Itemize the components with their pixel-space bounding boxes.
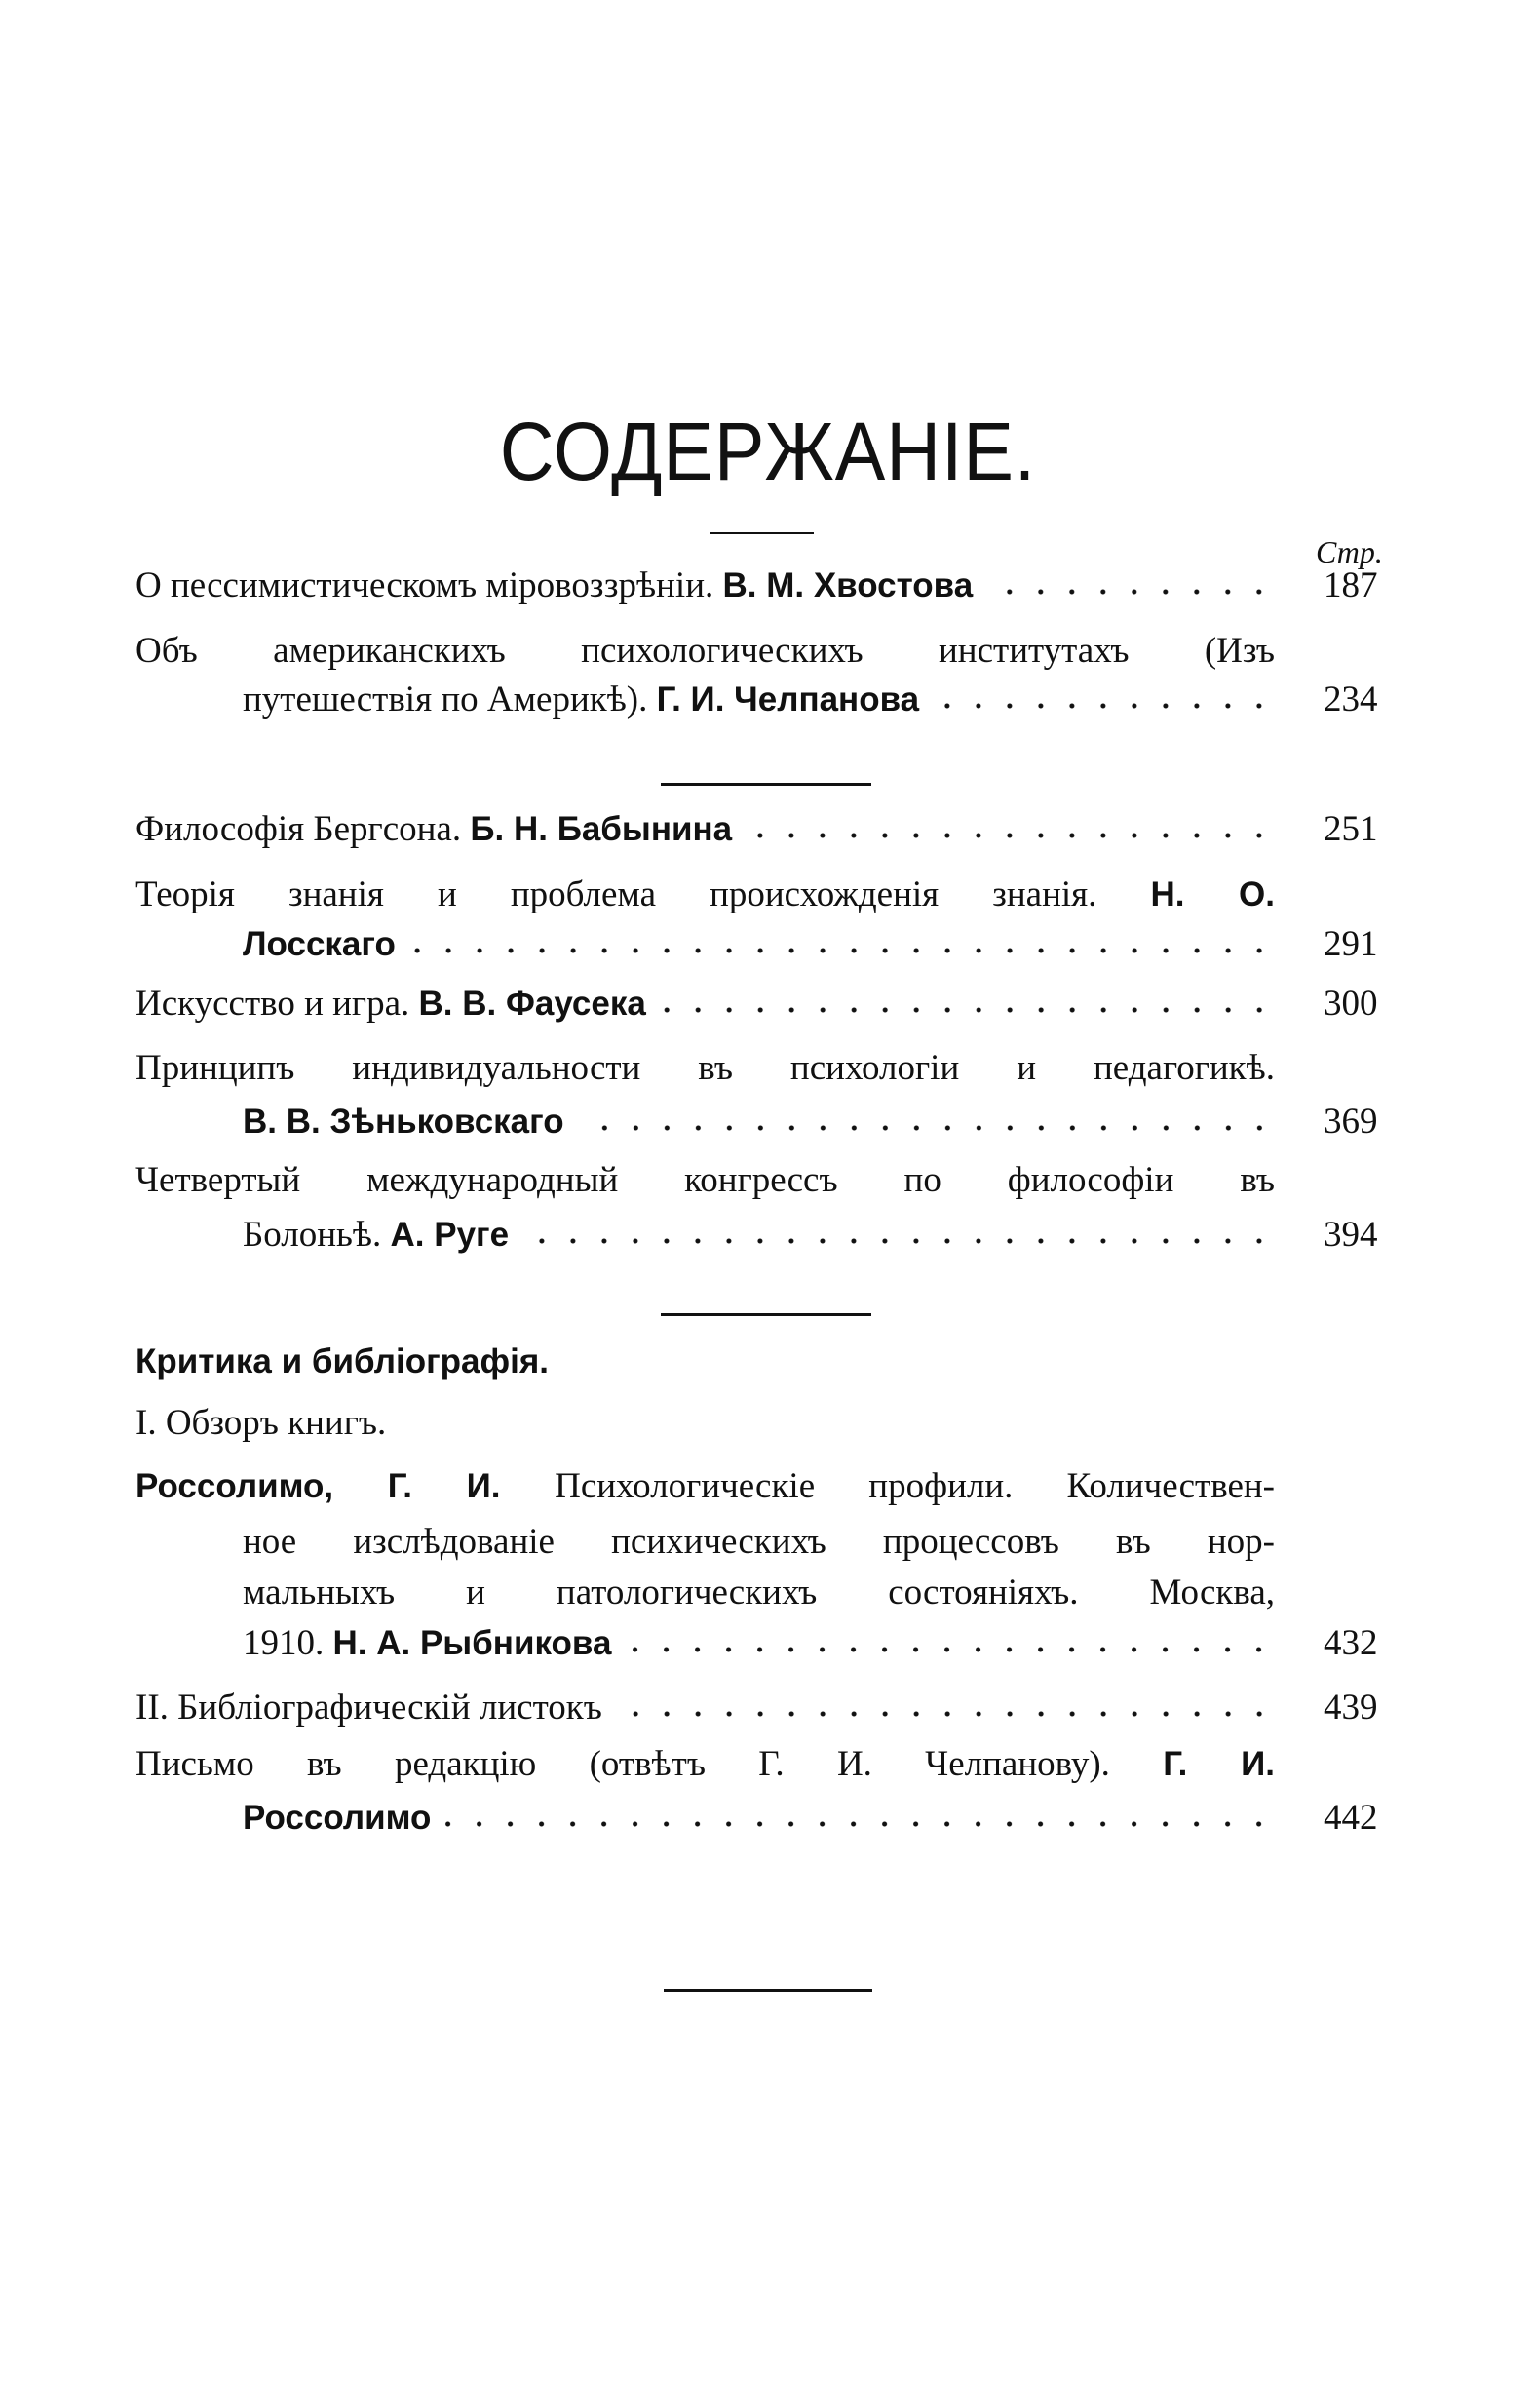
entry-title: Болоньѣ. (243, 1215, 391, 1255)
toc-text-line (135, 1401, 386, 1446)
page-title: СОДЕРЖАНІЕ. (499, 406, 1037, 497)
dot-leader (616, 1709, 1275, 1719)
toc-entry-line (243, 1100, 1275, 1145)
entry-title: Теорія знанія и проблема происхожденія знанія. (135, 874, 1151, 914)
entry-title: Философія Бергсона. (135, 809, 471, 849)
page-number: 291 (1324, 924, 1378, 964)
author-name: В. В. Фаусека (418, 985, 646, 1023)
toc-entry-line (135, 1686, 1275, 1730)
entry-title: путешествія по Америкѣ). (243, 680, 657, 719)
entry-title: ное изслѣдованіе психическихъ процессовъ въ нор- (243, 1522, 1275, 1562)
page-number: 442 (1324, 1798, 1378, 1838)
divider (710, 532, 814, 534)
author-name: Лосскаго (243, 925, 396, 963)
page-column-label: Стр. (1316, 534, 1383, 569)
entry-title: Принципъ индивидуальности въ психологіи и педагогикѣ. (135, 1048, 1275, 1088)
toc-text-line (135, 1742, 1275, 1787)
entry-title: Четвертый международный конгрессъ по философіи въ (135, 1160, 1275, 1200)
entry-title: II. Библіографическій листокъ (135, 1688, 602, 1728)
toc-entry-line (135, 982, 1275, 1027)
toc-entry-line (135, 807, 1275, 852)
toc-text-line (135, 873, 1275, 917)
author-name: Критика и библіографія. (135, 1342, 549, 1380)
author-name: В. В. Зѣньковскаго (243, 1103, 564, 1141)
toc-text-line (135, 1158, 1275, 1203)
dot-leader (522, 1236, 1275, 1246)
author-name: Н. А. Рыбникова (332, 1624, 612, 1662)
entry-title: Объ американскихъ психологическихъ институтахъ (Изъ (135, 631, 1275, 671)
dot-leader (660, 1005, 1275, 1015)
author-name: Н. О. (1150, 875, 1275, 913)
dot-leader (578, 1123, 1275, 1133)
dot-leader (986, 587, 1275, 597)
author-name: А. Руге (390, 1216, 510, 1254)
author-name: В. М. Хвостова (722, 566, 974, 604)
author-name: Б. Н. Бабынина (470, 810, 733, 848)
dot-leader (746, 831, 1275, 840)
divider (661, 1313, 871, 1316)
page-number: 187 (1324, 565, 1378, 605)
entry-title: Психологическіе профили. Количествен- (555, 1466, 1275, 1506)
toc-text-line (243, 1520, 1275, 1565)
entry-title: Письмо въ редакцію (отвѣтъ Г. И. Челпанову). (135, 1744, 1164, 1784)
entry-title: О пессимистическомъ міровоззрѣніи. (135, 565, 723, 605)
toc-text-line (135, 1464, 1275, 1509)
page-number: 300 (1324, 984, 1378, 1024)
page-number: 369 (1324, 1102, 1378, 1142)
toc-entry-line (243, 1796, 1275, 1841)
page-number: 394 (1324, 1215, 1378, 1255)
page-number: 432 (1324, 1623, 1378, 1663)
toc-entry-line (243, 1621, 1275, 1666)
page-number: 234 (1324, 680, 1378, 719)
dot-leader (933, 701, 1275, 711)
toc-entry-line (243, 678, 1275, 722)
toc-text-line (135, 629, 1275, 674)
entry-title: 1910. (243, 1623, 333, 1663)
toc-entry-line (243, 1213, 1275, 1258)
dot-leader (409, 946, 1275, 955)
entry-title: Искусство и игра. (135, 984, 419, 1024)
dot-leader (444, 1819, 1275, 1829)
divider (661, 783, 871, 786)
author-name: Россолимо, Г. И. (135, 1467, 556, 1505)
divider (664, 1989, 872, 1992)
section-heading (135, 1340, 549, 1384)
page-number: 439 (1324, 1688, 1378, 1728)
entry-title: мальныхъ и патологическихъ состояніяхъ. Москва, (243, 1573, 1275, 1612)
author-name: Россолимо (243, 1799, 432, 1837)
author-name: Г. И. (1163, 1745, 1275, 1783)
dot-leader (625, 1645, 1275, 1654)
toc-text-line (135, 1046, 1275, 1091)
toc-entry-line (135, 563, 1275, 608)
toc-entry-line (243, 922, 1275, 967)
entry-title: I. Обзоръ книгъ. (135, 1403, 387, 1443)
author-name: Г. И. Челпанова (656, 680, 920, 719)
page-number: 251 (1324, 809, 1378, 849)
toc-text-line (243, 1571, 1275, 1615)
